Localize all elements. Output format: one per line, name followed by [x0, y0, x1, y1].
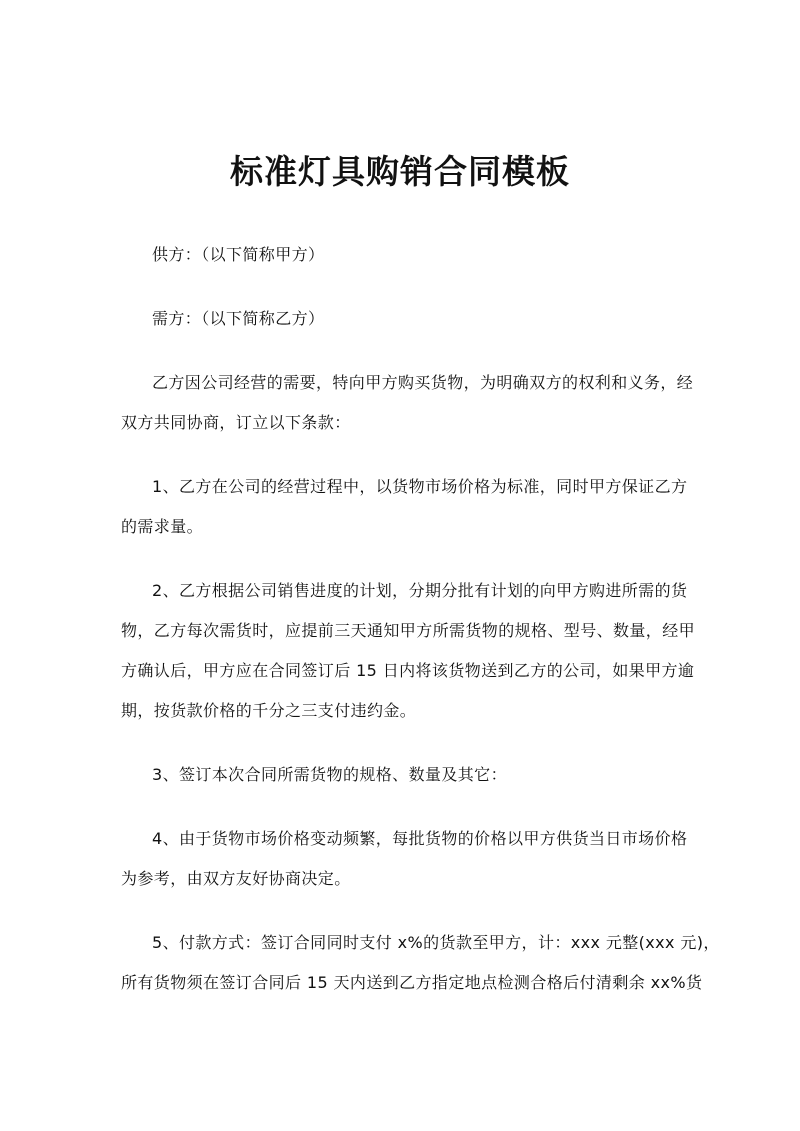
buyer-line: 需方：（以下简称乙方）: [152, 309, 325, 328]
document-title: 标准灯具购销合同模板: [230, 152, 570, 191]
clause-5-line: 所有货物须在签订合同后 15 天内送到乙方指定地点检测合格后付清剩余 xx%货: [121, 973, 703, 992]
intro-line: 乙方因公司经营的需要，特向甲方购买货物，为明确双方的权利和义务，经: [152, 373, 694, 392]
clause-3-line: 3、签订本次合同所需货物的规格、数量及其它：: [152, 765, 507, 784]
clause-2-line: 2、乙方根据公司销售进度的计划，分期分批有计划的向甲方购进所需的货: [152, 581, 688, 600]
intro-line: 双方共同协商，订立以下条款：: [121, 413, 351, 432]
clause-4-line: 4、由于货物市场价格变动频繁，每批货物的价格以甲方供货当日市场价格: [152, 829, 688, 848]
clause-1-line: 1、乙方在公司的经营过程中，以货物市场价格为标准，同时甲方保证乙方: [152, 477, 688, 496]
clause-2-line: 期，按货款价格的千分之三支付违约金。: [121, 701, 417, 720]
clause-4-line: 为参考，由双方友好协商决定。: [121, 869, 351, 888]
clause-1-line: 的需求量。: [121, 517, 204, 536]
clause-5-line: 5、付款方式：签订合同同时支付 x%的货款至甲方，计：xxx 元整(xxx 元)，: [152, 933, 720, 952]
clause-2-line: 方确认后，甲方应在合同签订后 15 日内将该货物送到乙方的公司，如果甲方逾: [121, 661, 695, 680]
supplier-line: 供方：（以下简称甲方）: [152, 245, 325, 264]
clause-2-line: 物，乙方每次需货时，应提前三天通知甲方所需货物的规格、型号、数量，经甲: [121, 621, 696, 640]
